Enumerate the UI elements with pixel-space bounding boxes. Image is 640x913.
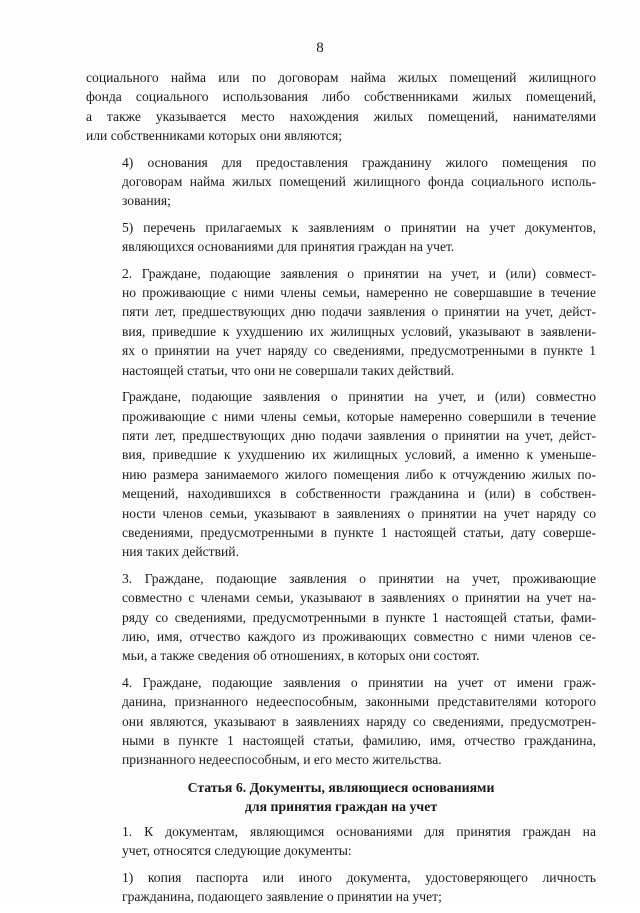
- article-heading-line-2: для принятия граждан на учет: [244, 798, 438, 814]
- page-number: 8: [316, 40, 324, 56]
- paragraphs-after-heading: [86, 822, 596, 907]
- paragraph-line: ях о принятии на учет наряду со сведениями, предусмотренными в пункте 1: [122, 343, 596, 359]
- paragraph-line: 2. Граждане, подающие заявления о принятии на учет, и (или) совмест-: [122, 265, 596, 281]
- paragraph-line: пяти лет, предшествующих дню подачи заявления о принятии на учет, дейст-: [122, 427, 596, 443]
- paragraph-line: вия, приведшие к ухудшению их жилищных условий, а именно к уменьше-: [122, 447, 596, 463]
- paragraph-line: 4) основания для предоставления гражданину жилого помещения по: [122, 154, 596, 170]
- paragraph-line: 5) перечень прилагаемых к заявлениям о принятии на учет документов,: [122, 219, 596, 235]
- paragraph-line: проживающие с ними члены семьи, которые намеренно совершили в течение: [122, 408, 596, 424]
- paragraph-line: зования;: [122, 193, 171, 209]
- paragraph-line: пяти лет, предшествующих дню подачи заявления о принятии на учет, дейст-: [122, 304, 596, 320]
- document-body: [86, 68, 596, 913]
- paragraph-line: учет, относятся следующие документы:: [122, 843, 352, 859]
- paragraph: [86, 673, 596, 770]
- paragraph-line: гражданина, подающего заявление о принятии на учет;: [122, 889, 442, 905]
- paragraph-line: вия, приведшие к ухудшению их жилищных условий, указывают в заявлени-: [122, 323, 596, 339]
- paragraph-line: являющихся основаниями для принятия граждан на учет.: [122, 239, 455, 255]
- paragraph-line: договорам найма жилых помещений жилищного фонда социального исполь-: [122, 174, 596, 190]
- paragraph-line: мьи, а также сведения об отношениях, в которых они состоят.: [122, 648, 480, 664]
- paragraph-line: фонда социального использования либо собственниками жилых помещений,: [86, 89, 596, 105]
- paragraph-line: или собственниками которых они являются;: [86, 128, 342, 144]
- paragraph-line: 4. Граждане, подающие заявления о принятии на учет от имени граж-: [122, 674, 596, 690]
- paragraph-line: 3. Граждане, подающие заявления о принятии на учет, проживающие: [122, 570, 596, 586]
- paragraph-line: мещений, находившихся в собственности гражданина и (или) в собствен-: [122, 486, 596, 502]
- paragraph: [86, 868, 596, 907]
- paragraph-line: но проживающие с ними члены семьи, намеренно не совершавшие в течение: [122, 285, 596, 301]
- paragraph: [86, 569, 596, 666]
- paragraph-line: лию, имя, отчество каждого из проживающих совместно с ними членов се-: [122, 628, 596, 644]
- paragraph-line: 1) копия паспорта или иного документа, удостоверяющего личность: [122, 869, 596, 885]
- paragraph: [86, 68, 596, 146]
- paragraph-line: социального найма или по договорам найма жилых помещений жилищного: [86, 70, 596, 85]
- paragraph-line: признанного недееспособным, и его место жительства.: [122, 752, 442, 768]
- paragraphs-before-heading: [86, 68, 596, 770]
- paragraph-line: данина, признанного недееспособным, законными представителями которого: [122, 694, 596, 710]
- paragraph-line: а также указывается место нахождения жилых помещений, нанимателями: [86, 108, 596, 124]
- paragraph-line: Граждане, подающие заявления о принятии на учет, и (или) совместно: [122, 389, 596, 405]
- paragraph: [86, 153, 596, 211]
- paragraph: [86, 387, 596, 562]
- paragraph: [86, 218, 596, 257]
- paragraph-line: нию размера занимаемого жилого помещения либо к отчуждению жилых по-: [122, 466, 596, 482]
- paragraph-line: ния таких действий.: [122, 544, 239, 560]
- paragraph: [86, 822, 596, 861]
- paragraph-line: 1. К документам, являющимся основаниями для принятия граждан на: [122, 823, 596, 839]
- paragraph-line: ряду со сведениями, предусмотренными в пункте 1 настоящей статьи, фами-: [122, 609, 596, 625]
- paragraph-line: настоящей статьи, что они не совершали таких действий.: [122, 362, 455, 378]
- paragraph: [86, 264, 596, 380]
- paragraph-line: ными в пункте 1 настоящей статьи, фамилию, имя, отчество гражданина,: [122, 733, 596, 748]
- paragraph-line: совместно с членами семьи, указывают в заявлениях о принятии на учет на-: [122, 590, 596, 606]
- paragraph-line: ности членов семьи, указывают в заявлениях о принятии на учет наряду со: [122, 505, 596, 521]
- paragraph-line: сведениями, предусмотренными в пункте 1 настоящей статьи, дату соверше-: [122, 524, 596, 540]
- article-heading: [86, 778, 596, 816]
- paragraph-line: они являются, указывают в заявлениях наряду со сведениями, предусмотрен-: [122, 713, 596, 729]
- article-heading-line-1: Статья 6. Документы, являющиеся основаниями: [187, 779, 495, 795]
